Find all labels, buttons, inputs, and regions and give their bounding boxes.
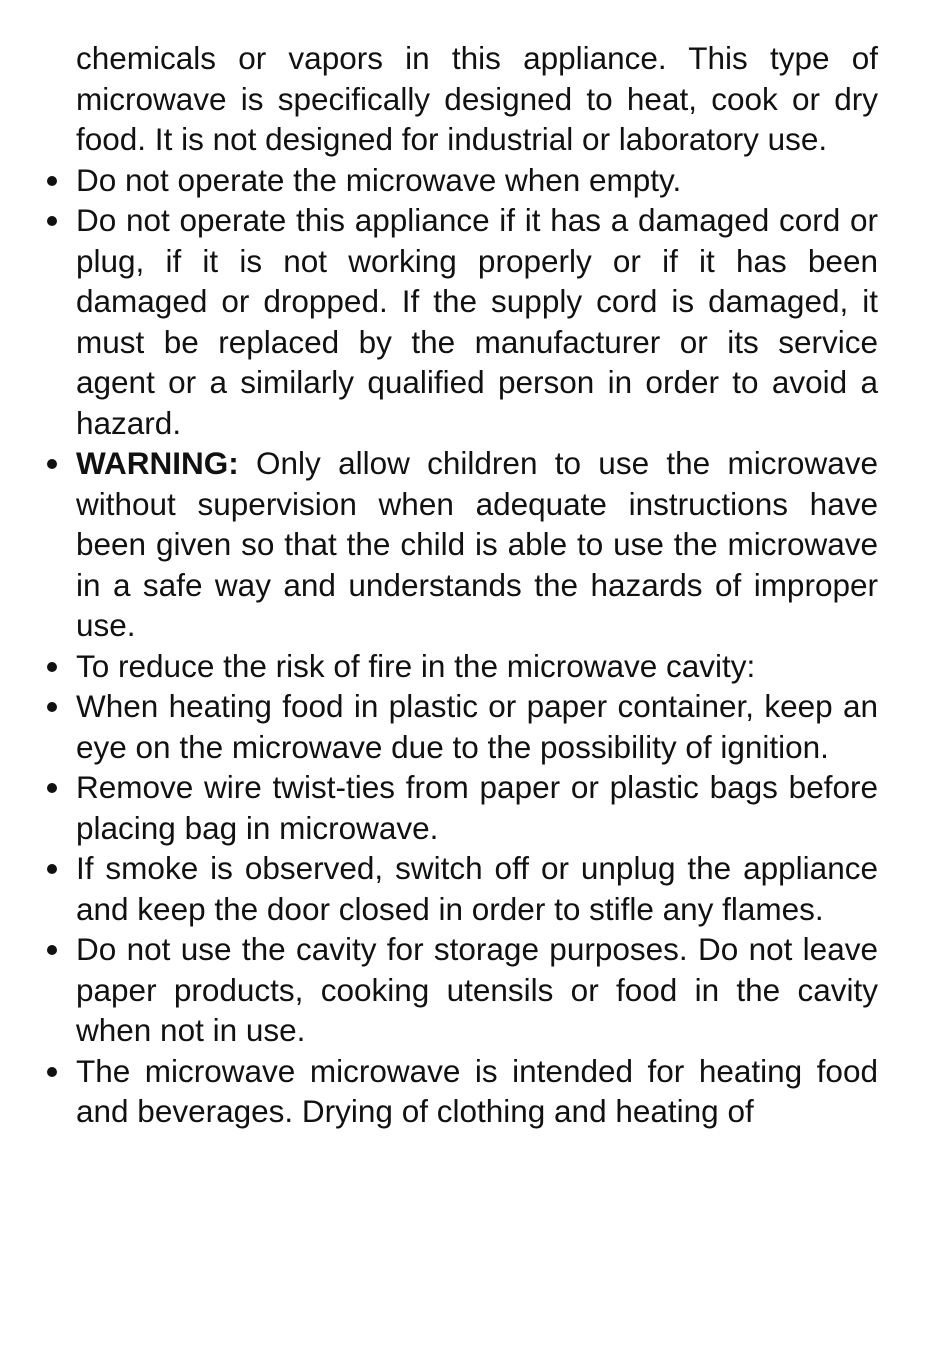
bullet-item xyxy=(76,929,878,1051)
warning-label: WARNING: xyxy=(76,445,239,481)
bullet-text: If smoke is observed, switch off or unplug the appliance and keep the door closed in order to stifle any flames. xyxy=(76,850,878,927)
bullet-icon xyxy=(47,216,57,226)
bullet-icon xyxy=(47,783,57,793)
bullet-icon xyxy=(47,864,57,874)
bullet-item xyxy=(76,1051,878,1132)
bullet-text: Remove wire twist-ties from paper or plastic bags before placing bag in microwave. xyxy=(76,769,878,846)
bullet-item xyxy=(76,160,878,201)
bullet-icon xyxy=(47,945,57,955)
bullet-icon xyxy=(47,176,57,186)
continuation-paragraph: chemicals or vapors in this appliance. This type of microwave is specifically designed to heat, cook or dry food. It is not designed for industrial or laboratory use. xyxy=(76,40,878,157)
bullet-item xyxy=(76,686,878,767)
bullet-text: Do not operate the microwave when empty. xyxy=(76,161,682,198)
safety-bullet-list xyxy=(76,160,878,1132)
bullet-text: To reduce the risk of fire in the microwave cavity: xyxy=(76,647,756,684)
bullet-icon xyxy=(47,702,57,712)
bullet-item xyxy=(76,646,878,687)
bullet-text: When heating food in plastic or paper container, keep an eye on the microwave due to the possibility of ignition. xyxy=(76,688,878,765)
bullet-icon xyxy=(47,459,57,469)
bullet-item xyxy=(76,848,878,929)
bullet-text: Only allow children to use the microwave without supervision when adequate instructions have been given so that the child is able to use the microwave in a safe way and understands the hazards of improper use. xyxy=(76,445,878,643)
bullet-item xyxy=(76,200,878,443)
bullet-text: Do not use the cavity for storage purposes. Do not leave paper products, cooking utensils or food in the cavity when not in use. xyxy=(76,931,878,1048)
bullet-item xyxy=(76,443,878,646)
bullet-text: The microwave microwave is intended for heating food and beverages. Drying of clothing and heating of xyxy=(76,1052,878,1129)
bullet-item xyxy=(76,767,878,848)
bullet-text: Do not operate this appliance if it has a damaged cord or plug, if it is not working properly or if it has been damaged or dropped. If the supply cord is damaged, it must be replaced by the manufacturer or its service agent or a similarly qualified person in order to avoid a hazard. xyxy=(76,202,878,441)
bullet-icon xyxy=(47,1067,57,1077)
bullet-icon xyxy=(47,662,57,672)
